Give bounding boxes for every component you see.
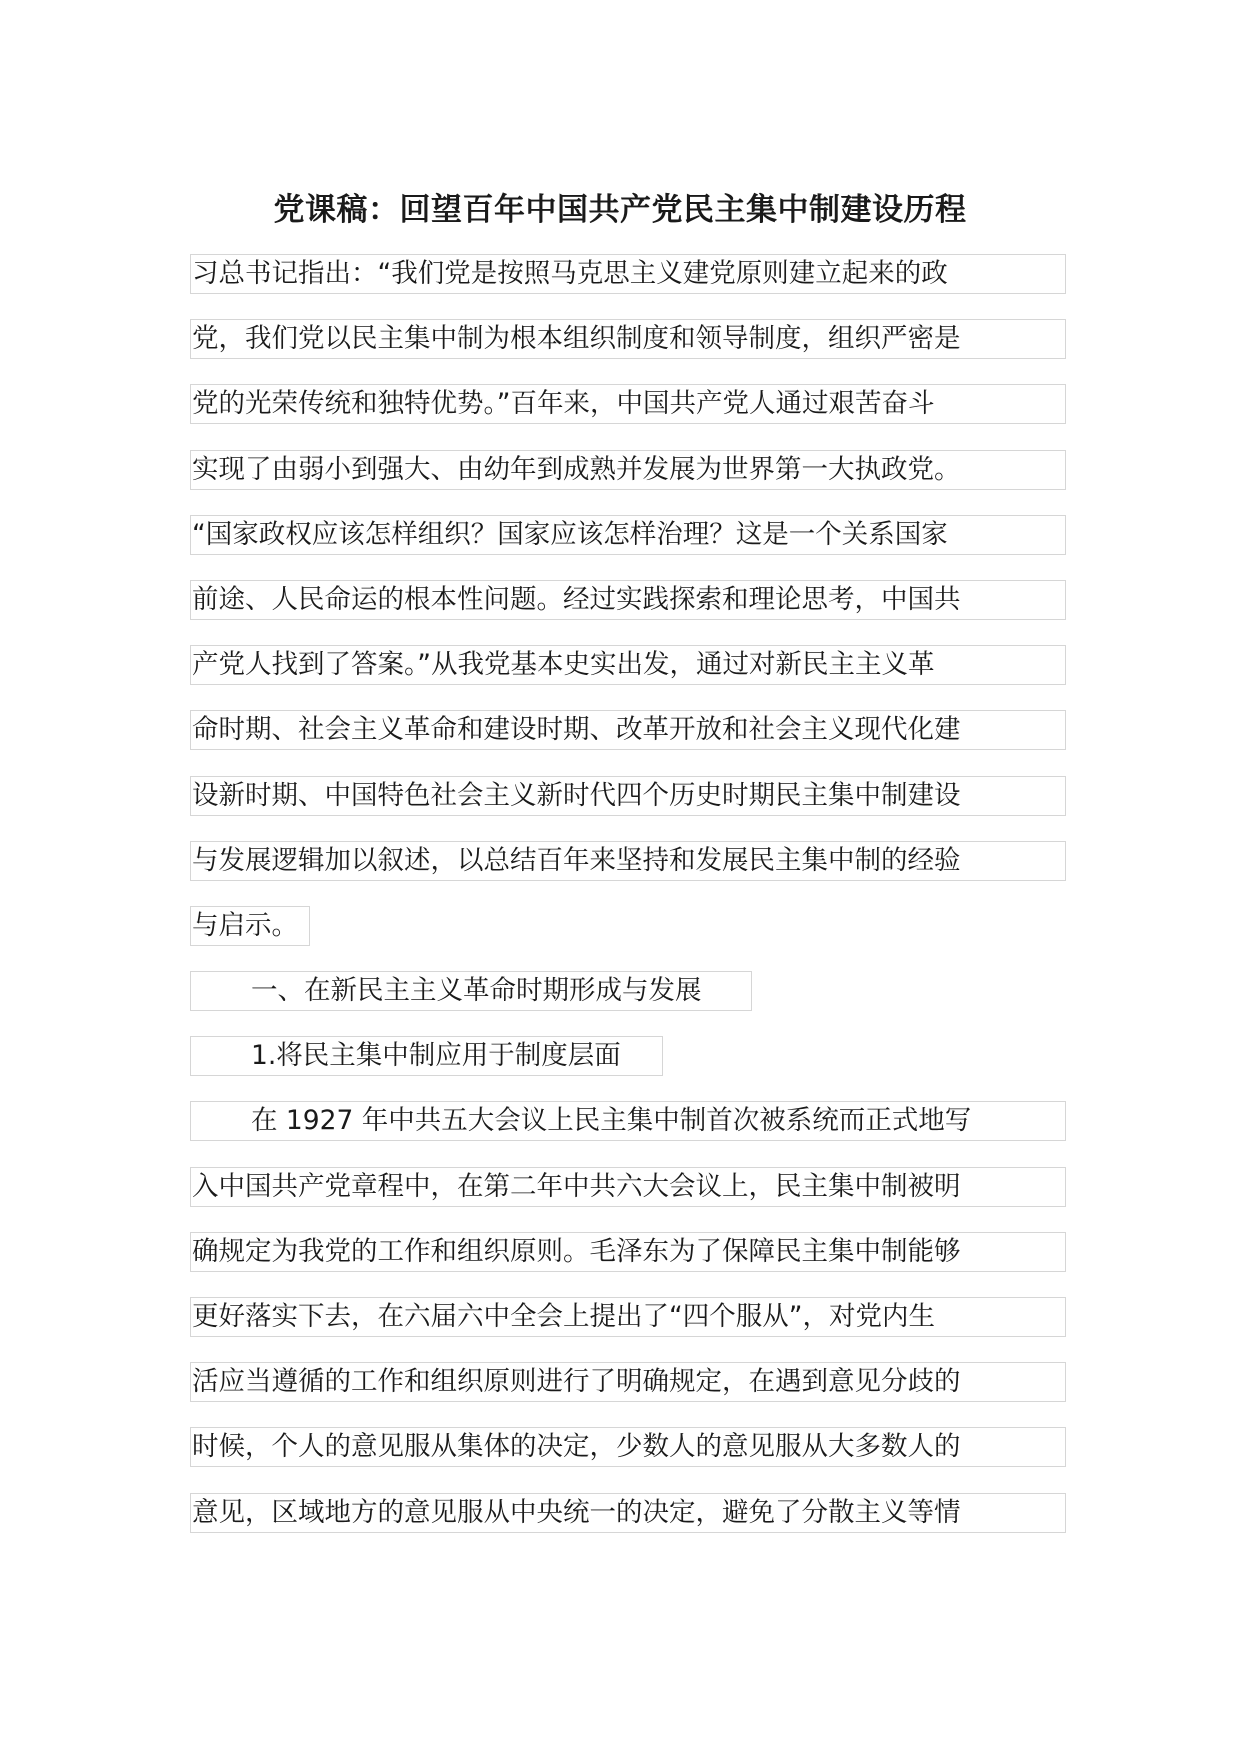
text-line-box: 前途、人民命运的根本性问题。经过实践探索和理论思考，中国共 [190,580,1066,620]
text-line [190,515,1066,580]
text-line [190,1167,1066,1232]
text-line-box: 党的光荣传统和独特优势。”百年来，中国共产党人通过艰苦奋斗 [190,384,1066,424]
text-line [190,319,1066,384]
text-line-box: 命时期、社会主义革命和建设时期、改革开放和社会主义现代化建 [190,710,1066,750]
text-line-box: 与发展逻辑加以叙述，以总结百年来坚持和发展民主集中制的经验 [190,841,1066,881]
text-line-box: 习总书记指出：“我们党是按照马克思主义建党原则建立起来的政 [190,254,1066,294]
text-line-box: 确规定为我党的工作和组织原则。毛泽东为了保障民主集中制能够 [190,1232,1066,1272]
text-line [190,710,1066,775]
text-line [190,906,1066,971]
text-line [190,1297,1066,1362]
text-line-box: 意见，区域地方的意见服从中央统一的决定，避免了分散主义等情 [190,1493,1066,1533]
subsection-heading: 1.将民主集中制应用于制度层面 [190,1036,663,1076]
text-line-box: 实现了由弱小到强大、由幼年到成熟并发展为世界第一大执政党。 [190,450,1066,490]
text-line [190,645,1066,710]
text-line [190,580,1066,645]
text-line [190,776,1066,841]
text-line-box: 党，我们党以民主集中制为根本组织制度和领导制度，组织严密是 [190,319,1066,359]
text-line [190,841,1066,906]
text-line [190,1232,1066,1297]
section-heading: 一、在新民主主义革命时期形成与发展 [190,971,752,1011]
text-line-box: 更好落实下去，在六届六中全会上提出了“四个服从”，对党内生 [190,1297,1066,1337]
text-line-box: 入中国共产党章程中，在第二年中共六大会议上，民主集中制被明 [190,1167,1066,1207]
text-line-box: 与启示。 [190,906,310,946]
text-line [190,1362,1066,1427]
text-line-box: 设新时期、中国特色社会主义新时代四个历史时期民主集中制建设 [190,776,1066,816]
text-line [190,384,1066,449]
text-line-box: 时候，个人的意见服从集体的决定，少数人的意见服从大多数人的 [190,1427,1066,1467]
text-line-box: “国家政权应该怎样组织？国家应该怎样治理？这是一个关系国家 [190,515,1066,555]
section-heading-line [190,971,1066,1036]
document-title: 党课稿：回望百年中国共产党民主集中制建设历程 [273,192,967,228]
subsection-heading-line [190,1036,1066,1101]
text-line [190,1493,1066,1558]
text-line [190,1101,1066,1166]
document-body [190,254,1066,1558]
text-line [190,1427,1066,1492]
text-line [190,450,1066,515]
text-line-box: 活应当遵循的工作和组织原则进行了明确规定，在遇到意见分歧的 [190,1362,1066,1402]
text-line-box: 产党人找到了答案。”从我党基本史实出发，通过对新民主主义革 [190,645,1066,685]
text-line [190,254,1066,319]
text-line-box: 在 1927 年中共五大会议上民主集中制首次被系统而正式地写 [190,1101,1066,1141]
